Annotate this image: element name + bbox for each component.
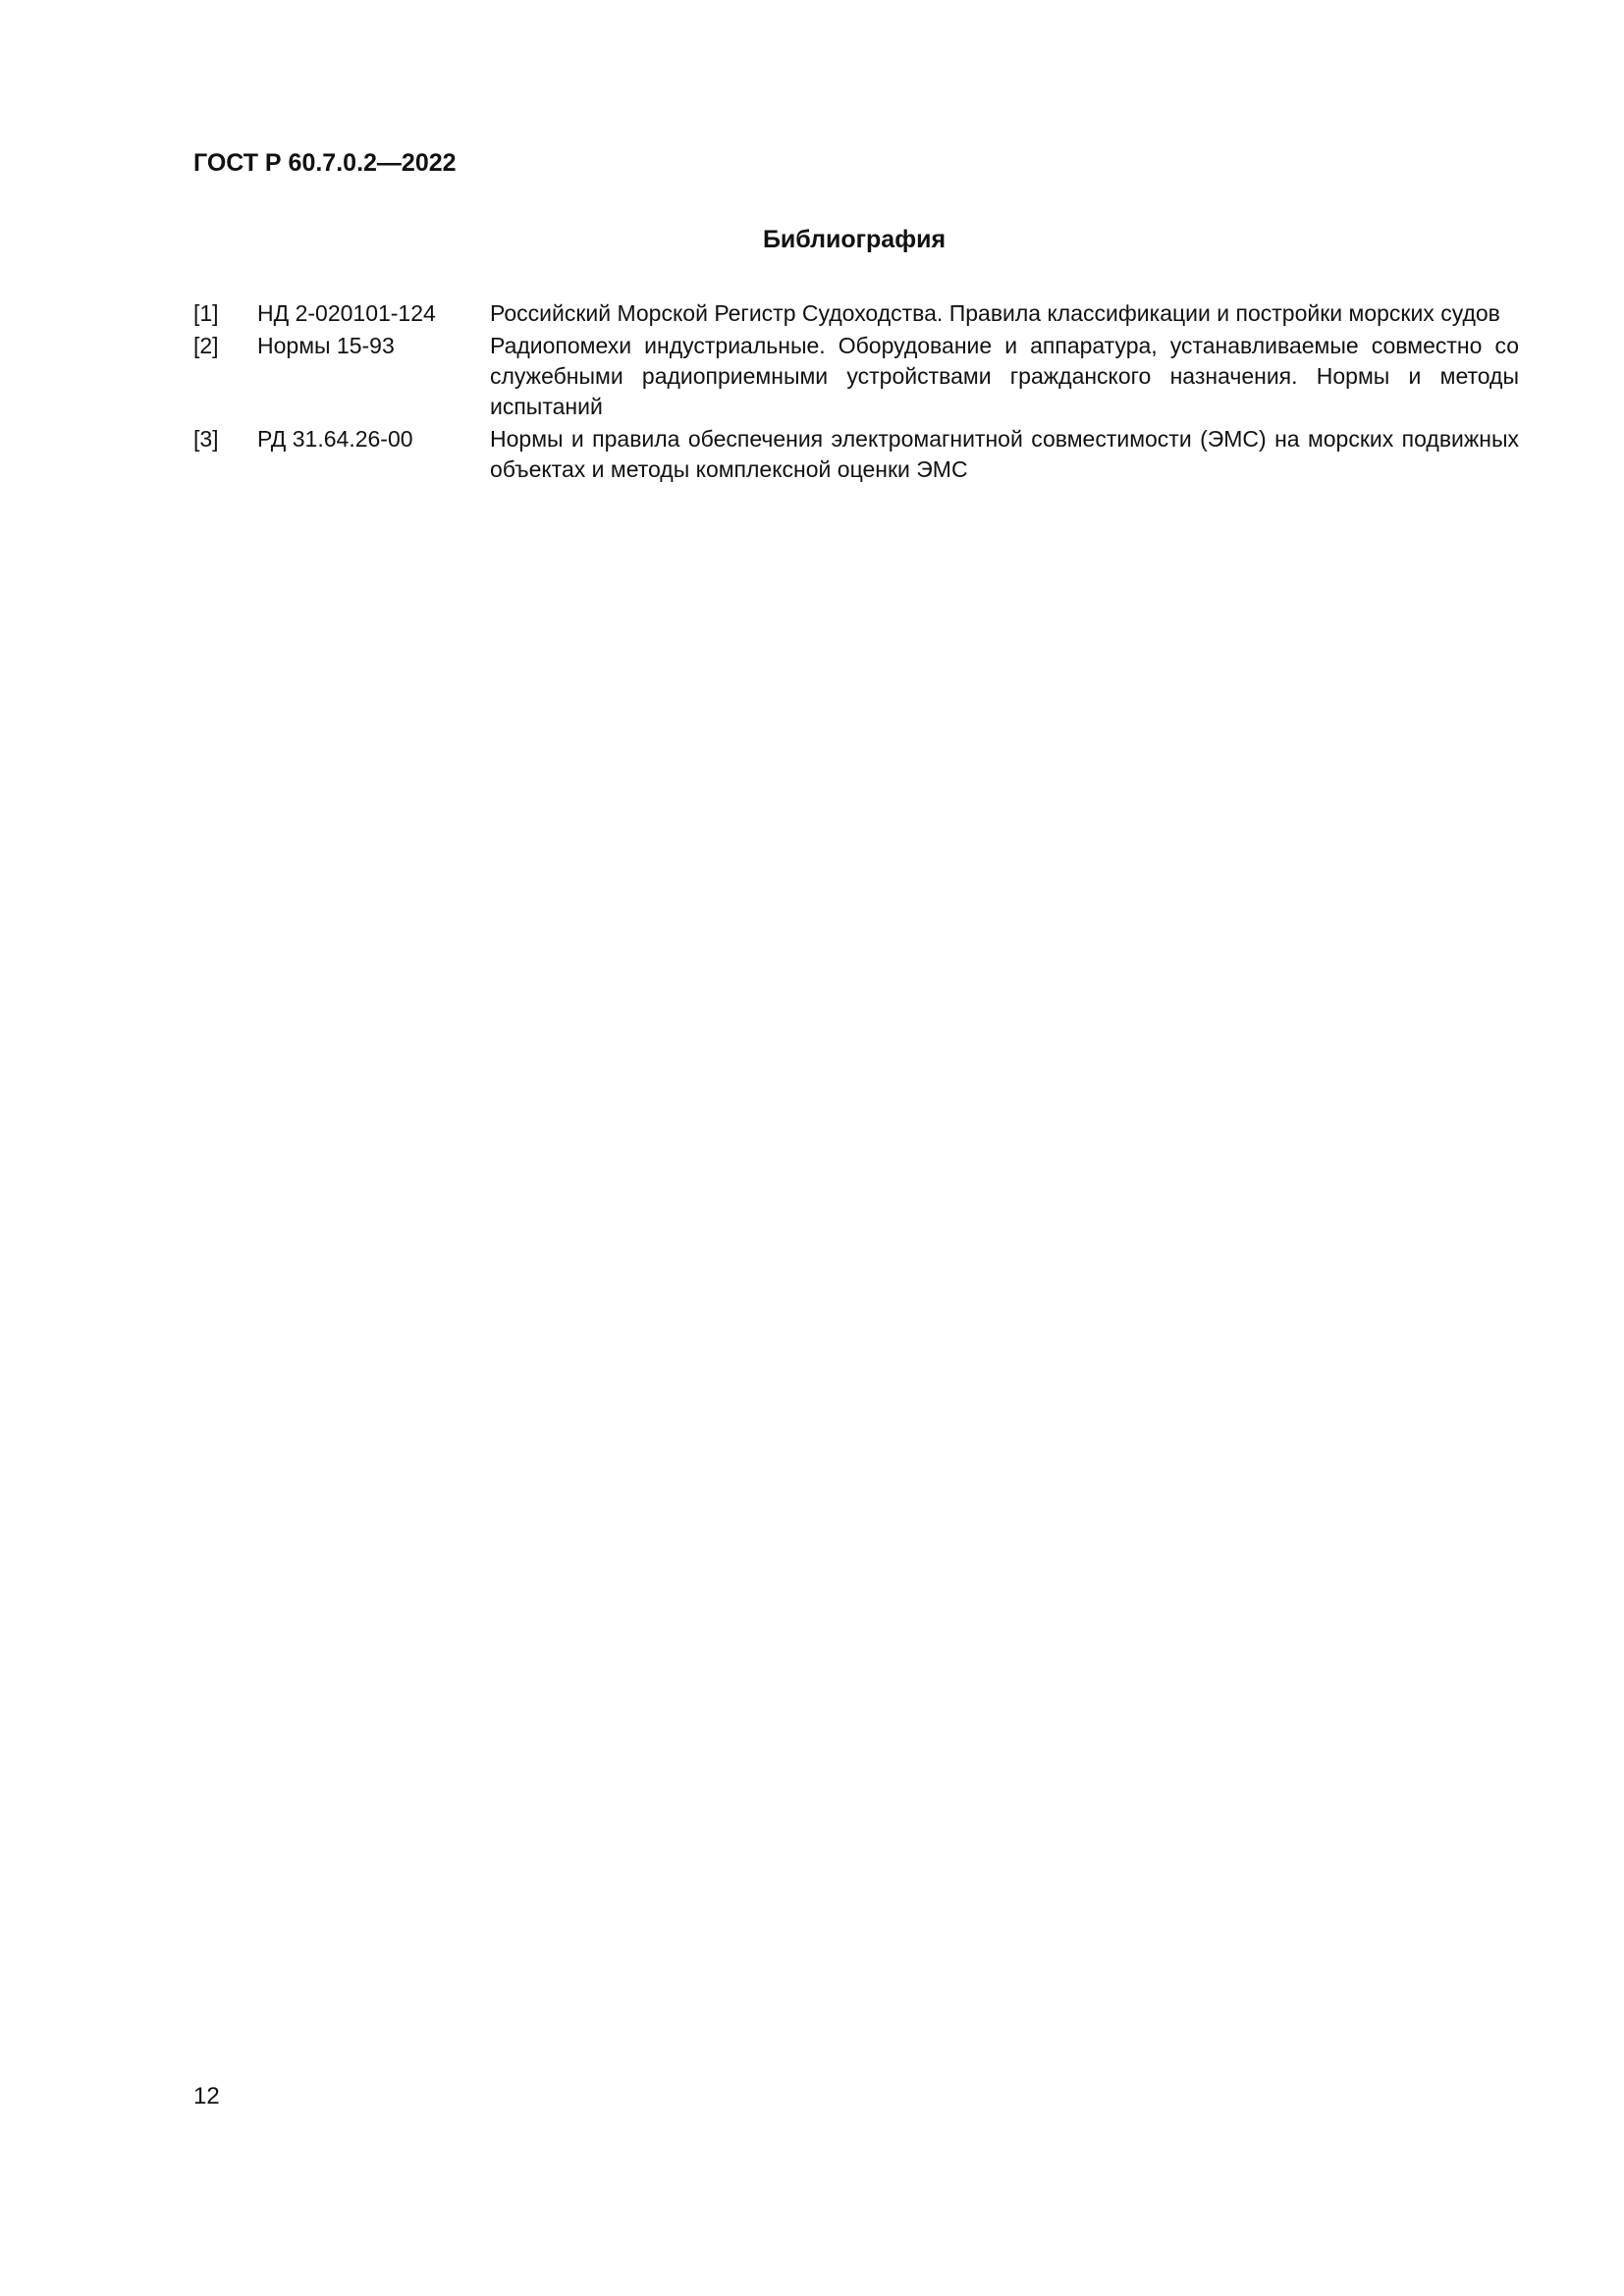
entry-code: Нормы 15-93: [257, 333, 395, 358]
entry-code: НД 2-020101-124: [257, 300, 436, 326]
entry-number: [3]: [193, 426, 219, 452]
section-title: Библиография: [762, 226, 947, 253]
page-number: 12: [193, 2083, 220, 2109]
bibliography-entry: [193, 298, 1519, 329]
bibliography-entry: [193, 424, 1519, 485]
entry-code: РД 31.64.26-00: [257, 426, 413, 452]
bibliography-entry: [193, 331, 1519, 422]
bibliography-list: [193, 298, 1519, 487]
entry-number: [2]: [193, 333, 219, 358]
entry-text: Радиопомехи индустриальные. Оборудование и аппаратура, устанавливаемые совместно со служебными радиоприемными устройствами гражданского назначения. Нормы и методы испытаний: [490, 333, 1519, 419]
entry-number: [1]: [193, 300, 219, 326]
entry-text: Российский Морской Регистр Судоходства. Правила классификации и постройки морских судов: [490, 300, 1500, 326]
entry-text: Нормы и правила обеспечения электромагнитной совместимости (ЭМС) на морских подвижных объектах и методы комплексной оценки ЭМС: [490, 426, 1519, 482]
document-header: ГОСТ Р 60.7.0.2—2022: [193, 149, 457, 177]
